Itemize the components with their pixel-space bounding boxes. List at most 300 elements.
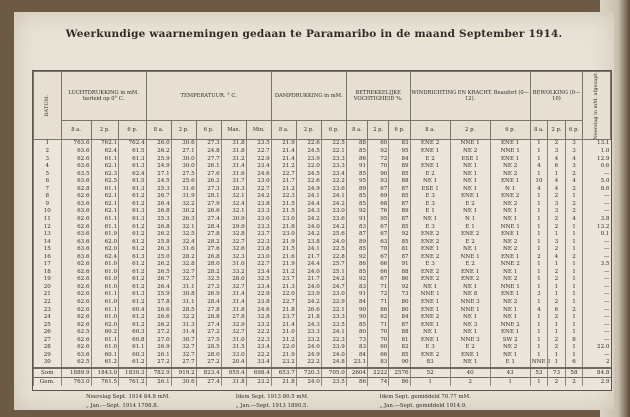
table-cell: 22.7 bbox=[246, 148, 271, 156]
table-cell: E 1 bbox=[410, 208, 450, 216]
header-neerslag: Neerslag in mM. afgezapt. bbox=[583, 72, 611, 140]
table-cell: 21.8 bbox=[271, 378, 296, 387]
table-cell: 27.2 bbox=[196, 329, 221, 337]
table-cell: 24.4 bbox=[296, 261, 321, 269]
table-cell: E 2 bbox=[410, 171, 450, 179]
table-cell: NNE 1 bbox=[450, 254, 490, 262]
table-cell: 24.1 bbox=[296, 193, 321, 201]
table-row bbox=[34, 337, 611, 345]
table-cell: 955.4 bbox=[221, 368, 246, 378]
document-page bbox=[14, 12, 614, 410]
table-cell: ENE 1 bbox=[410, 163, 450, 171]
table-cell: 84 bbox=[346, 352, 367, 360]
table-cell: ENE 2 bbox=[490, 193, 530, 201]
sub-temperatuur-2: 6 p. bbox=[196, 120, 221, 140]
table-cell: 26.2 bbox=[146, 148, 171, 156]
table-cell: 2 bbox=[565, 254, 583, 262]
table-cell: NNE 1 bbox=[490, 148, 530, 156]
table-cell: 32.5 bbox=[246, 276, 271, 284]
table-cell: 60.2 bbox=[91, 329, 119, 337]
table-cell: 25.8 bbox=[146, 239, 171, 247]
table-cell: 61.0 bbox=[91, 284, 119, 292]
table-cell: 66 bbox=[368, 269, 389, 277]
table-row bbox=[34, 344, 611, 352]
table-cell: — bbox=[583, 299, 611, 307]
table-cell: 5.0 bbox=[583, 178, 611, 186]
table-cell: 82 bbox=[389, 344, 410, 352]
table-cell: 1 bbox=[565, 224, 583, 232]
table-cell: 63 bbox=[368, 239, 389, 247]
table-row bbox=[34, 284, 611, 292]
table-cell: 28 bbox=[34, 344, 62, 352]
table-cell: 762.1 bbox=[91, 140, 119, 148]
table-cell: 24.5 bbox=[296, 171, 321, 179]
table-cell: 23.8 bbox=[246, 201, 271, 209]
table-cell: 31.0 bbox=[221, 337, 246, 345]
sub-temperatuur-0: 8 a. bbox=[146, 120, 171, 140]
table-cell: 28.2 bbox=[196, 239, 221, 247]
table-cell: — bbox=[583, 239, 611, 247]
table-cell: 23.8 bbox=[296, 239, 321, 247]
table-cell: 25 bbox=[34, 322, 62, 330]
table-cell: 1 bbox=[548, 171, 566, 179]
table-cell: 2 bbox=[548, 314, 566, 322]
table-row bbox=[34, 314, 611, 322]
table-row bbox=[34, 246, 611, 254]
table-cell: 87 bbox=[389, 186, 410, 194]
table-cell: 27.1 bbox=[171, 148, 196, 156]
table-cell: 22.2 bbox=[321, 178, 346, 186]
table-cell: 1 bbox=[548, 352, 566, 360]
table-cell: 720.3 bbox=[296, 368, 321, 378]
table-cell: 32.5 bbox=[196, 276, 221, 284]
table-cell: 1 bbox=[530, 344, 548, 352]
table-cell: 31.8 bbox=[221, 307, 246, 315]
table-cell: 85 bbox=[346, 246, 367, 254]
table-cell: 31.4 bbox=[171, 329, 196, 337]
table-cell: 24.0 bbox=[296, 269, 321, 277]
table-cell: 3 bbox=[548, 148, 566, 156]
table-cell: 21.9 bbox=[271, 352, 296, 360]
table-cell: NNE 3 bbox=[450, 337, 490, 345]
table-cell: 23.3 bbox=[246, 208, 271, 216]
sub-dampdrukking-0: 8 a. bbox=[271, 120, 296, 140]
table-cell: ENE 1 bbox=[410, 246, 450, 254]
table-cell: 69 bbox=[368, 193, 389, 201]
footer-jan-sept-1913: „ Jan.—Sept. 1913 1890.5. bbox=[235, 402, 309, 409]
table-cell: 27.1 bbox=[146, 171, 171, 179]
table-row bbox=[34, 216, 611, 224]
table-cell: E 2 bbox=[450, 344, 490, 352]
table-cell: 29.9 bbox=[221, 224, 246, 232]
table-cell: 21.7 bbox=[296, 276, 321, 284]
table-cell: 1 bbox=[530, 239, 548, 247]
table-cell: 61.2 bbox=[119, 314, 147, 322]
table-cell: 23.8 bbox=[246, 299, 271, 307]
table-cell: NE 2 bbox=[490, 246, 530, 254]
table-cell: ENE 1 bbox=[490, 231, 530, 239]
table-cell: NE 1 bbox=[450, 359, 490, 368]
table-cell: 26.7 bbox=[146, 276, 171, 284]
table-cell: 90 bbox=[346, 314, 367, 322]
table-cell: 23.0 bbox=[246, 216, 271, 224]
table-cell: 73 bbox=[548, 368, 566, 378]
table-cell: 31.9 bbox=[171, 193, 196, 201]
table-cell: 62.6 bbox=[61, 291, 91, 299]
table-cell: 32.7 bbox=[221, 239, 246, 247]
table-cell: 25.3 bbox=[146, 216, 171, 224]
table-cell: 86 bbox=[389, 378, 410, 387]
table-cell: 89 bbox=[346, 186, 367, 194]
table-cell: 27.8 bbox=[196, 231, 221, 239]
table-cell: 62.6 bbox=[61, 156, 91, 164]
table-cell: ENE 2 bbox=[450, 276, 490, 284]
table-cell: 1 bbox=[530, 156, 548, 164]
table-cell: 62.6 bbox=[61, 307, 91, 315]
table-cell: 3.8 bbox=[583, 216, 611, 224]
table-cell: 24.7 bbox=[321, 284, 346, 292]
header-luchtdrukking: LUCHTDRUKKING in mM. herleid op 0° C. bbox=[61, 72, 146, 121]
table-cell: 85 bbox=[346, 193, 367, 201]
table-cell: 61.0 bbox=[91, 314, 119, 322]
table-cell: 58 bbox=[565, 368, 583, 378]
table-cell: 22.0 bbox=[583, 344, 611, 352]
table-cell: NNE 3 bbox=[450, 299, 490, 307]
table-cell: 25.6 bbox=[321, 231, 346, 239]
table-cell: 22.3 bbox=[246, 239, 271, 247]
table-cell: 27.2 bbox=[196, 359, 221, 368]
table-cell: 1 bbox=[530, 322, 548, 330]
table-cell: 31.6 bbox=[171, 186, 196, 194]
table-cell: 24.5 bbox=[296, 148, 321, 156]
table-cell: 61.2 bbox=[119, 201, 147, 209]
table-cell: 23.3 bbox=[246, 224, 271, 232]
table-cell: NE 1 bbox=[450, 186, 490, 194]
table-cell: — bbox=[583, 284, 611, 292]
sub-vochtigheid-0: 8 a. bbox=[346, 120, 367, 140]
table-cell: 88 bbox=[389, 269, 410, 277]
table-cell: 30.6 bbox=[171, 378, 196, 387]
table-cell: 23.0 bbox=[271, 216, 296, 224]
footer-neerslag-1913: Idem Sept. 1913 80.5 mM. bbox=[235, 394, 309, 400]
table-cell: 24.8 bbox=[196, 148, 221, 156]
table-cell: NE 1 bbox=[450, 314, 490, 322]
table-cell: 24.9 bbox=[296, 186, 321, 194]
table-cell: 24.0 bbox=[321, 239, 346, 247]
table-cell: 33.2 bbox=[221, 269, 246, 277]
table-cell: 13.1 bbox=[583, 140, 611, 148]
table-cell: N 1 bbox=[490, 186, 530, 194]
table-cell: NE 1 bbox=[450, 246, 490, 254]
table-cell: NNE 1 bbox=[530, 359, 548, 368]
table-cell: 26.2 bbox=[146, 231, 171, 239]
table-cell: NNE 1 bbox=[490, 224, 530, 232]
table-cell: 24.1 bbox=[321, 193, 346, 201]
table-cell: 8.6 bbox=[583, 186, 611, 194]
table-cell: 2 bbox=[548, 344, 566, 352]
table-cell: 61.1 bbox=[119, 344, 147, 352]
table-cell: 32.1 bbox=[171, 224, 196, 232]
table-cell: 67 bbox=[368, 224, 389, 232]
table-cell: 32.7 bbox=[221, 329, 246, 337]
table-cell: 26.9 bbox=[146, 344, 171, 352]
table-cell: 21.4 bbox=[271, 156, 296, 164]
footer-line-1 bbox=[86, 393, 471, 402]
table-cell: NE 2 bbox=[490, 344, 530, 352]
table-cell: 17 bbox=[34, 261, 62, 269]
table-cell: E 3 bbox=[410, 201, 450, 209]
table-cell: 81 bbox=[389, 337, 410, 345]
table-cell: 23.0 bbox=[246, 178, 271, 186]
table-cell: 13.2 bbox=[583, 224, 611, 232]
header-datum: DATUM. bbox=[34, 72, 62, 140]
table-cell: 28.8 bbox=[196, 314, 221, 322]
table-cell: 27.3 bbox=[196, 140, 221, 148]
header-temperatuur: TEMPERATUUR. ° C. bbox=[146, 72, 271, 121]
table-cell: 89 bbox=[389, 208, 410, 216]
table-cell: 5 bbox=[34, 171, 62, 179]
table-cell: E 3 bbox=[410, 344, 450, 352]
table-cell: 1.0 bbox=[583, 148, 611, 156]
table-cell: 62.0 bbox=[91, 246, 119, 254]
table-cell: 26.8 bbox=[146, 224, 171, 232]
table-cell: E 3 bbox=[410, 224, 450, 232]
table-cell: 27 bbox=[34, 337, 62, 345]
table-cell: 24.2 bbox=[321, 224, 346, 232]
table-cell: 26.8 bbox=[146, 208, 171, 216]
table-cell: 2 bbox=[565, 171, 583, 179]
table-cell: 25.9 bbox=[146, 291, 171, 299]
table-cell: ENE 1 bbox=[410, 299, 450, 307]
table-cell: 21.0 bbox=[271, 329, 296, 337]
table-row bbox=[34, 186, 611, 194]
table-cell: 85 bbox=[389, 193, 410, 201]
table-cell: 2 bbox=[548, 299, 566, 307]
table-cell: NE 1 bbox=[490, 352, 530, 360]
table-cell: 62.3 bbox=[91, 171, 119, 179]
table-cell: 28.1 bbox=[196, 193, 221, 201]
table-cell: 93 bbox=[368, 178, 389, 186]
table-cell: 21.9 bbox=[271, 239, 296, 247]
table-cell: 27.7 bbox=[171, 359, 196, 368]
table-cell: 62 bbox=[368, 314, 389, 322]
table-cell: 62.5 bbox=[91, 178, 119, 186]
table-cell: NE 1 bbox=[450, 178, 490, 186]
table-cell: 25.0 bbox=[146, 254, 171, 262]
table-cell: Som bbox=[34, 368, 62, 378]
table-cell: 62.6 bbox=[61, 261, 91, 269]
table-cell: — bbox=[583, 322, 611, 330]
table-cell: 63.6 bbox=[61, 178, 91, 186]
table-cell: 61.5 bbox=[119, 178, 147, 186]
table-cell: 4 bbox=[565, 178, 583, 186]
table-cell: 26.3 bbox=[171, 216, 196, 224]
table-cell: 27.8 bbox=[221, 314, 246, 322]
table-cell: 24.6 bbox=[246, 307, 271, 315]
table-cell: 62.6 bbox=[61, 224, 91, 232]
table-cell: 90 bbox=[346, 307, 367, 315]
table-cell: 83 bbox=[346, 344, 367, 352]
table-cell: 23.4 bbox=[321, 171, 346, 179]
table-cell: 61.3 bbox=[119, 254, 147, 262]
table-cell: 92 bbox=[389, 231, 410, 239]
table-cell: 1 bbox=[530, 269, 548, 277]
table-cell: 76 bbox=[368, 208, 389, 216]
table-cell: 32.2 bbox=[171, 314, 196, 322]
table-cell: 15 bbox=[34, 246, 62, 254]
table-cell: 63.6 bbox=[61, 148, 91, 156]
table-cell: 24.9 bbox=[146, 163, 171, 171]
table-cell: 28.0 bbox=[221, 276, 246, 284]
table-cell: — bbox=[583, 246, 611, 254]
table-cell: 21.6 bbox=[271, 254, 296, 262]
table-cell: 0.1 bbox=[583, 231, 611, 239]
table-cell: 28.4 bbox=[196, 299, 221, 307]
table-cell: 62.6 bbox=[61, 337, 91, 345]
table-cell: 23.3 bbox=[321, 314, 346, 322]
table-cell: 2604 bbox=[346, 368, 367, 378]
table-cell: 40 bbox=[450, 368, 490, 378]
sub-wind-2: 6 p. bbox=[490, 120, 530, 140]
table-cell: 61.2 bbox=[119, 239, 147, 247]
table-cell: 87 bbox=[389, 322, 410, 330]
table-cell: 84 bbox=[389, 314, 410, 322]
table-cell: 4 bbox=[548, 156, 566, 164]
table-cell: 23.3 bbox=[321, 156, 346, 164]
table-cell: 23.9 bbox=[296, 291, 321, 299]
table-cell: 26.4 bbox=[146, 201, 171, 209]
table-cell: 31.4 bbox=[221, 163, 246, 171]
table-row bbox=[34, 224, 611, 232]
table-cell: 4 bbox=[548, 254, 566, 262]
table-cell: 74 bbox=[368, 378, 389, 387]
table-cell: 24.0 bbox=[296, 344, 321, 352]
table-cell: 2 bbox=[548, 224, 566, 232]
table-cell: 61.2 bbox=[91, 359, 119, 368]
table-cell: 62.6 bbox=[61, 299, 91, 307]
table-cell: 80 bbox=[389, 307, 410, 315]
table-cell: 25.6 bbox=[171, 178, 196, 186]
table-cell: 24.0 bbox=[296, 284, 321, 292]
table-cell: 2 bbox=[565, 186, 583, 194]
table-cell: Gem. bbox=[34, 378, 62, 387]
table-cell: 71 bbox=[368, 299, 389, 307]
table-cell: 33.0 bbox=[221, 352, 246, 360]
table-cell: 61.1 bbox=[91, 224, 119, 232]
table-cell: 1 bbox=[565, 239, 583, 247]
sub-bewolking-1: 2 p. bbox=[548, 120, 566, 140]
table-cell: 24.3 bbox=[296, 208, 321, 216]
table-cell: NE 2 bbox=[490, 171, 530, 179]
sum-row bbox=[34, 368, 611, 378]
table-cell: 1 bbox=[530, 140, 548, 148]
table-cell: 23.5 bbox=[246, 140, 271, 148]
table-cell: 27.2 bbox=[146, 359, 171, 368]
table-cell: 25.3 bbox=[146, 186, 171, 194]
table-cell: 61.2 bbox=[119, 322, 147, 330]
footer-jan-sept-1914: „ Jan.—Sept. 1914 1798.8. bbox=[86, 402, 159, 409]
table-cell: 85 bbox=[346, 322, 367, 330]
table-cell: 30 bbox=[34, 359, 62, 368]
table-cell: 71 bbox=[368, 284, 389, 292]
table-cell: 22.6 bbox=[296, 178, 321, 186]
table-cell: NNE 1 bbox=[450, 307, 490, 315]
table-cell: 1 bbox=[548, 231, 566, 239]
table-cell: ENE 1 bbox=[410, 148, 450, 156]
table-cell: 2 bbox=[548, 378, 566, 387]
table-cell: 1 bbox=[490, 378, 530, 387]
header-bewolking: BEWOLKING (0—10) bbox=[530, 72, 583, 121]
table-cell: 30.6 bbox=[171, 140, 196, 148]
table-cell: 1 bbox=[530, 148, 548, 156]
table-cell: 86 bbox=[346, 261, 367, 269]
table-cell: 22.3 bbox=[321, 337, 346, 345]
table-cell: 22.3 bbox=[246, 337, 271, 345]
table-cell: 24.6 bbox=[246, 171, 271, 179]
table-cell: 68 bbox=[368, 201, 389, 209]
table-cell: 72 bbox=[368, 291, 389, 299]
table-cell: 26.1 bbox=[146, 378, 171, 387]
sub-luchtdrukking-0: 8 a. bbox=[61, 120, 91, 140]
table-cell: 12.9 bbox=[583, 156, 611, 164]
table-cell: 28.2 bbox=[171, 254, 196, 262]
table-cell: 1 bbox=[530, 216, 548, 224]
table-row bbox=[34, 239, 611, 247]
table-cell: 27.6 bbox=[196, 246, 221, 254]
table-cell: 761.5 bbox=[91, 378, 119, 387]
table-cell: 62.6 bbox=[61, 269, 91, 277]
table-cell: 95 bbox=[389, 148, 410, 156]
table-cell: 3 bbox=[565, 148, 583, 156]
table-cell: NE 1 bbox=[490, 314, 530, 322]
table-cell: 1 bbox=[565, 299, 583, 307]
table-cell: 88 bbox=[389, 329, 410, 337]
table-cell: NE 1 bbox=[490, 307, 530, 315]
table-cell: 10 bbox=[34, 208, 62, 216]
table-cell: 61.1 bbox=[91, 216, 119, 224]
table-row bbox=[34, 276, 611, 284]
table-cell: 61.2 bbox=[119, 299, 147, 307]
table-cell: 23.1 bbox=[346, 359, 367, 368]
table-cell: 61.0 bbox=[91, 344, 119, 352]
table-cell: 67 bbox=[368, 276, 389, 284]
header-dampdrukking: DAMPDRUKKING in mM. bbox=[271, 72, 346, 121]
table-cell: 1 bbox=[565, 284, 583, 292]
table-cell: 13 bbox=[34, 231, 62, 239]
table-cell: 26.0 bbox=[146, 140, 171, 148]
table-cell: 28.5 bbox=[171, 307, 196, 315]
table-cell: 33.4 bbox=[246, 359, 271, 368]
table-cell: 26.1 bbox=[146, 352, 171, 360]
table-cell: 23.3 bbox=[296, 329, 321, 337]
table-cell: 705.0 bbox=[321, 368, 346, 378]
table-cell: 6 bbox=[565, 359, 583, 368]
table-cell: 32.8 bbox=[171, 261, 196, 269]
table-cell: ENE 2 bbox=[410, 239, 450, 247]
table-cell: 23.5 bbox=[321, 378, 346, 387]
table-cell: 2 bbox=[548, 337, 566, 345]
table-cell: 25.7 bbox=[321, 261, 346, 269]
table-cell: 61.2 bbox=[119, 193, 147, 201]
table-cell: 60 bbox=[368, 140, 389, 148]
sub-dampdrukking-1: 2 p. bbox=[296, 120, 321, 140]
table-cell: 23.6 bbox=[321, 186, 346, 194]
table-cell: 63.6 bbox=[61, 201, 91, 209]
table-cell: ENE 1 bbox=[490, 254, 530, 262]
table-cell: 22.9 bbox=[246, 291, 271, 299]
table-cell: 86 bbox=[389, 276, 410, 284]
table-cell: 24.1 bbox=[296, 246, 321, 254]
